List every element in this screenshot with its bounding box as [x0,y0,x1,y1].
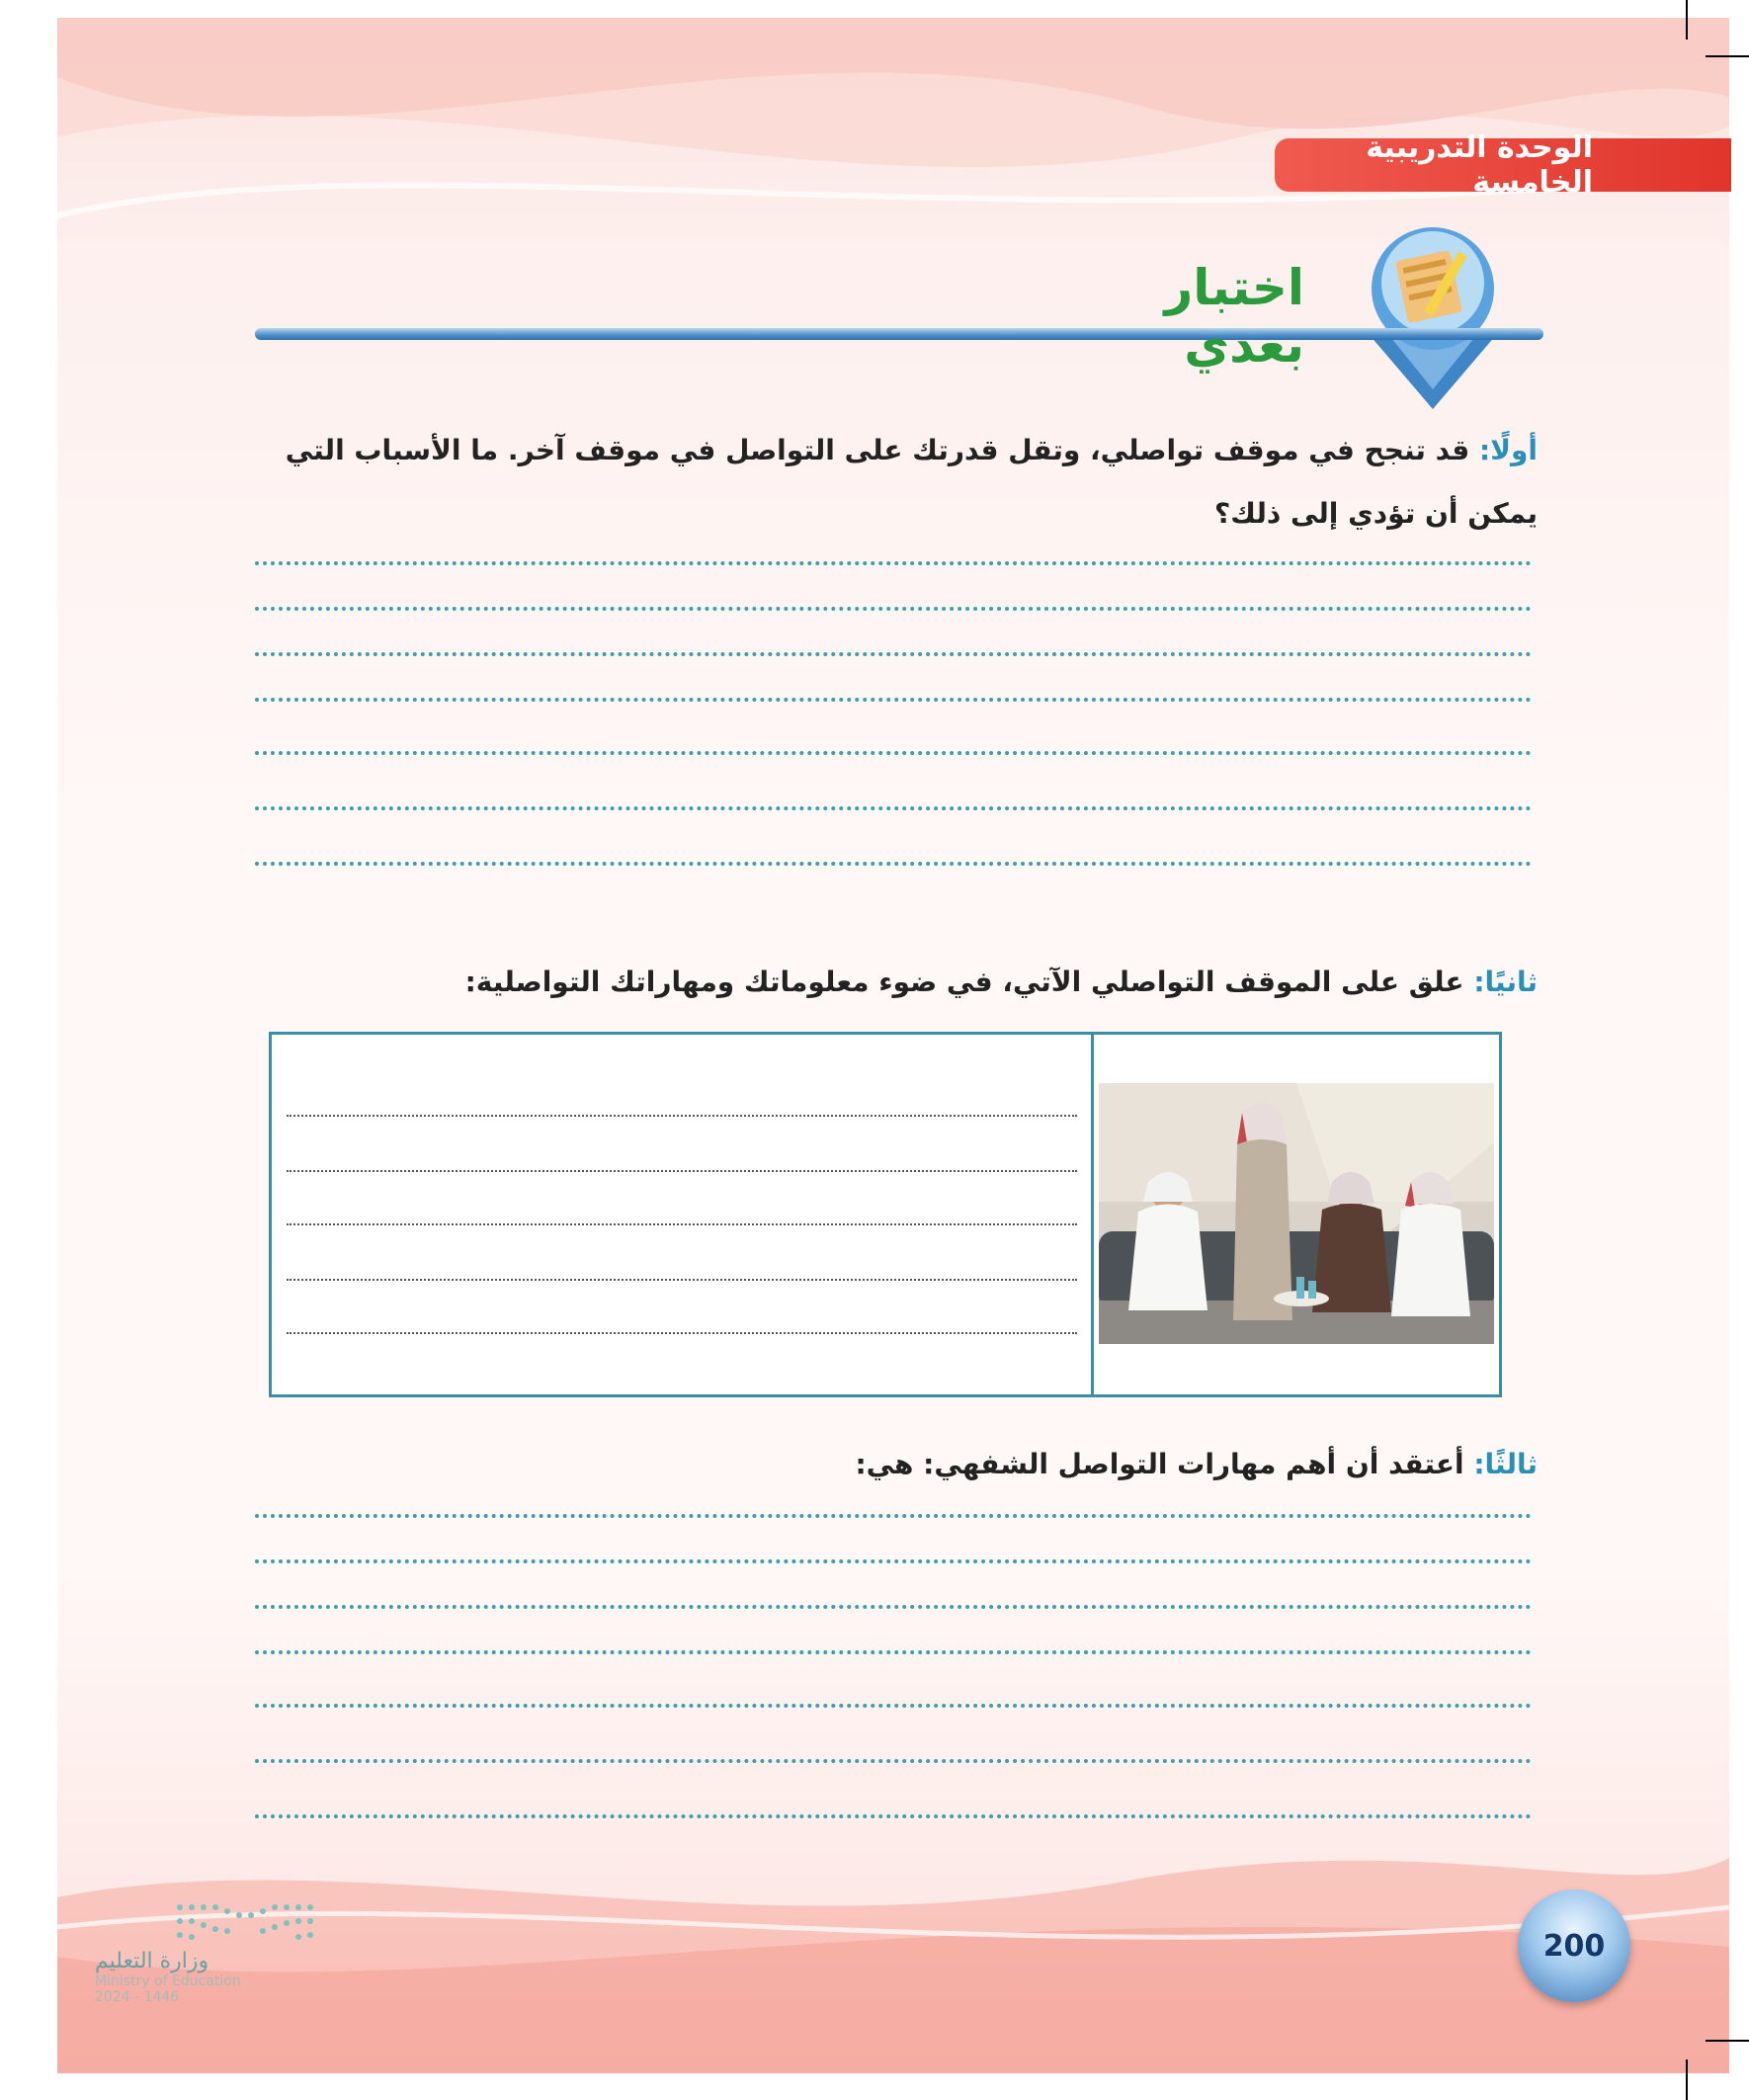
question-2 [233,951,1538,1014]
answer-line[interactable] [255,698,1532,702]
crop-mark [1706,55,1749,57]
title-rule [255,328,1543,340]
ministry-name-en: Ministry of Education [95,1974,241,1989]
question-1 [233,419,1538,546]
answer-line[interactable] [255,862,1532,866]
ministry-logo [95,1897,332,2005]
box-answer-line[interactable] [287,1170,1077,1172]
answer-line[interactable] [255,806,1532,810]
box-divider [1091,1032,1094,1397]
question-2-lead: ثانيًا: [1473,966,1538,998]
question-3 [233,1433,1538,1496]
question-1-text: قد تنجح في موقف تواصلي، وتقل قدرتك على التواصل في موقف آخر. ما الأسباب التي يمكن أن تؤدي إلى ذلك؟ [285,434,1538,530]
answer-line[interactable] [255,1514,1532,1518]
box-answer-line[interactable] [287,1332,1077,1334]
ministry-name-ar: وزارة التعليم [95,1949,209,1974]
unit-banner: الوحدة التدريبية الخامسة [1275,138,1731,192]
answer-line[interactable] [255,652,1532,656]
answer-line[interactable] [255,1814,1532,1818]
answer-line[interactable] [255,751,1532,755]
crop-mark [1706,2040,1749,2042]
answer-line[interactable] [255,1650,1532,1654]
question-3-lead: ثالثًا: [1473,1448,1538,1480]
answer-line[interactable] [255,607,1532,611]
crop-mark [1686,2059,1688,2100]
ministry-logo-icon [170,1897,318,1947]
answer-line[interactable] [255,1759,1532,1763]
page-title: اختبار بعدي [1164,259,1304,374]
box-answer-line[interactable] [287,1115,1077,1117]
question-3-text: أعتقد أن أهم مهارات التواصل الشفهي: هي: [855,1448,1464,1480]
answer-line[interactable] [255,1605,1532,1609]
question-1-lead: أولًا: [1478,434,1538,466]
answer-line[interactable] [255,1559,1532,1563]
box-answer-line[interactable] [287,1223,1077,1225]
communication-scene-photo [1099,1083,1494,1344]
crop-mark [1686,0,1688,40]
edition-year: 2024 - 1446 [95,1989,180,2005]
page-number: 200 [1518,1890,1630,2002]
notepad-pencil-icon [1324,221,1541,415]
answer-line[interactable] [255,1704,1532,1708]
answer-line[interactable] [255,561,1532,565]
box-answer-line[interactable] [287,1279,1077,1281]
question-2-text: علق على الموقف التواصلي الآتي، في ضوء معلوماتك ومهاراتك التواصلية: [464,966,1464,998]
